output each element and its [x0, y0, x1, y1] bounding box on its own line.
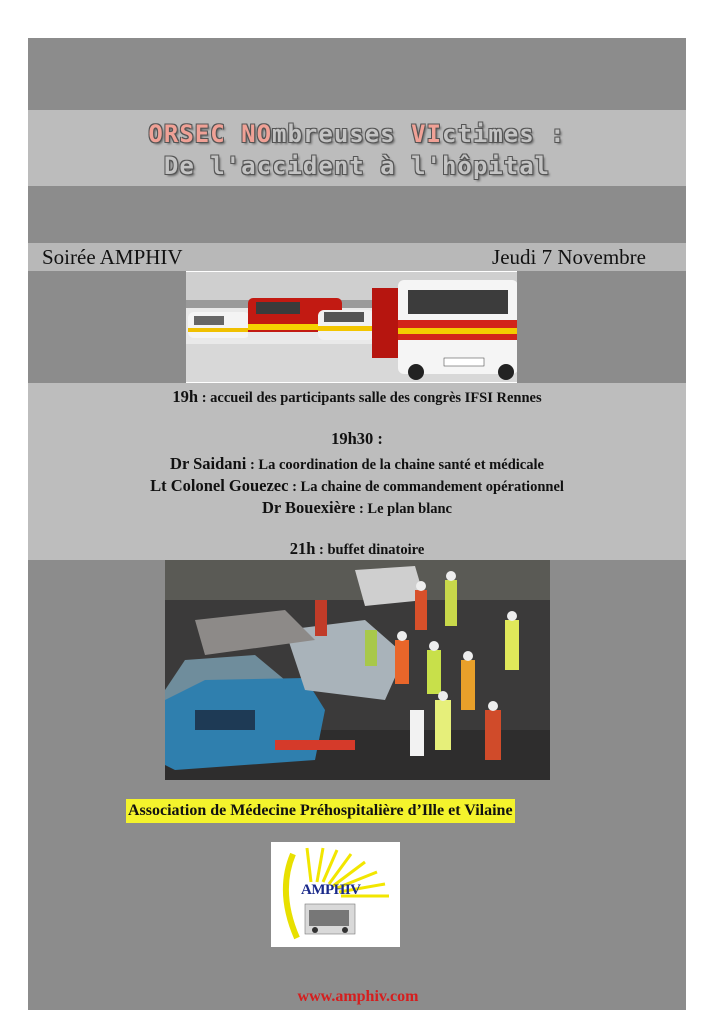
title-line-2: De l'accident à l'hôpital	[163, 152, 551, 180]
photo2-left-band	[28, 560, 165, 780]
amphiv-logo	[271, 842, 400, 947]
program-item-welcome: 19h : accueil des participants salle des congrès IFSI Rennes	[172, 387, 542, 406]
speaker-1: Dr Saidani : La coordination de la chaine santé et médicale	[170, 454, 544, 473]
logo-text: AMPHIV	[301, 882, 361, 898]
program-item-buffet: 21h : buffet dinatoire	[289, 539, 425, 558]
info-bar	[28, 243, 686, 271]
speaker-3: Dr Bouexière : Le plan blanc	[261, 498, 452, 517]
band-below-title	[28, 186, 686, 243]
event-name: Soirée AMPHIV	[42, 245, 183, 269]
program-time-1930: 19h30 :	[331, 429, 383, 448]
website-link[interactable]: www.amphiv.com	[297, 988, 419, 1005]
accident-rescue-photo	[165, 560, 550, 780]
association-name: Association de Médecine Préhospitalière d’Ille et Vilaine	[126, 799, 515, 823]
photo1-left-band	[28, 271, 186, 383]
photo2-right-band	[550, 560, 686, 780]
title-band	[28, 110, 686, 186]
photo1-right-band	[517, 271, 686, 383]
program-band	[28, 383, 686, 560]
event-date: Jeudi 7 Novembre	[492, 245, 646, 269]
fire-trucks-photo	[186, 272, 517, 382]
speaker-2: Lt Colonel Gouezec : La chaine de commandement opérationnel	[150, 476, 564, 495]
title-line-1: ORSEC NOmbreuses VIctimes :	[148, 120, 566, 148]
top-band	[28, 38, 686, 110]
